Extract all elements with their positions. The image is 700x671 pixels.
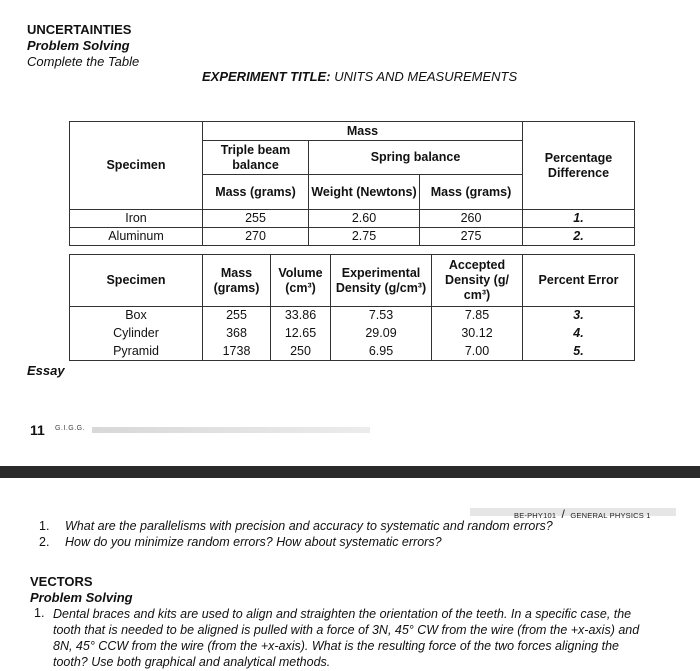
table-row xyxy=(70,307,635,325)
list-item xyxy=(39,518,689,534)
essay-label: Essay xyxy=(27,363,65,378)
specimen-cell: Box xyxy=(70,307,203,325)
vectors-subtitle: Problem Solving xyxy=(30,590,133,605)
question-text: What are the parallelisms with precision and accuracy to systematic and random errors? xyxy=(65,519,553,533)
mass-cell: 368 xyxy=(203,325,271,343)
volume-cell: 33.86 xyxy=(271,307,331,325)
mass-cell: 255 xyxy=(203,307,271,325)
volume-header: Volume (cm³) xyxy=(271,255,331,307)
question-number: 2. xyxy=(39,535,50,549)
table-row xyxy=(70,325,635,343)
table-row xyxy=(70,343,635,361)
spring-mass-cell: 260 xyxy=(420,210,523,228)
slash-divider: / xyxy=(561,507,566,521)
course-code: BE-PHY101 xyxy=(514,511,557,520)
mass-grams-header: Mass (grams) xyxy=(203,175,309,210)
specimen-cell: Iron xyxy=(70,210,203,228)
specimen-header: Specimen xyxy=(70,255,203,307)
mass-cell: 1738 xyxy=(203,343,271,361)
accepted-density-header: Accepted Density (g/ cm³) xyxy=(432,255,523,307)
accepted-density-cell: 30.12 xyxy=(432,325,523,343)
triple-mass-cell: 270 xyxy=(203,228,309,246)
spring-balance-header: Spring balance xyxy=(309,141,523,175)
mass-table xyxy=(69,121,635,246)
spring-mass-cell: 275 xyxy=(420,228,523,246)
table-row xyxy=(70,210,635,228)
essay-questions xyxy=(39,518,689,550)
problem-line: Dental braces and kits are used to align and straighten the orientation of the teeth. In a specific case, the xyxy=(53,607,632,621)
triple-mass-cell: 255 xyxy=(203,210,309,228)
mass-header: Mass xyxy=(203,122,523,141)
accepted-density-cell: 7.85 xyxy=(432,307,523,325)
triple-beam-header: Triple beam balance xyxy=(203,141,309,175)
weight-newtons-header: Weight (Newtons) xyxy=(309,175,420,210)
question-number: 1. xyxy=(39,519,50,533)
answer-cell: 3. xyxy=(523,307,635,325)
experimental-density-cell: 29.09 xyxy=(331,325,432,343)
answer-cell: 4. xyxy=(523,325,635,343)
mass-header: Mass (grams) xyxy=(203,255,271,307)
vectors-title: VECTORS xyxy=(30,574,93,589)
footer-bar xyxy=(92,427,370,433)
density-table xyxy=(69,254,635,361)
volume-cell: 12.65 xyxy=(271,325,331,343)
experiment-name: UNITS AND MEASUREMENTS xyxy=(334,69,518,84)
accepted-density-cell: 7.00 xyxy=(432,343,523,361)
problem-text xyxy=(53,606,698,670)
spring-mass-grams-header: Mass (grams) xyxy=(420,175,523,210)
weight-cell: 2.60 xyxy=(309,210,420,228)
table-row xyxy=(70,228,635,246)
question-text: How do you minimize random errors? How about systematic errors? xyxy=(65,535,442,549)
experiment-title xyxy=(202,69,517,84)
specimen-cell: Aluminum xyxy=(70,228,203,246)
problem-line: 8N, 45° CCW from the wire (from the +x-axis). What is the resulting force of the two forces aligning the xyxy=(53,639,619,653)
answer-cell: 5. xyxy=(523,343,635,361)
problem-line: tooth that is needed to be aligned is pulled with a force of 3N, 45° CW from the wire (from the +x-axis) and xyxy=(53,623,640,637)
percentage-difference-header: Percentage Difference xyxy=(523,122,635,210)
page-separator xyxy=(0,466,700,478)
weight-cell: 2.75 xyxy=(309,228,420,246)
problem-line: tooth? Use both graphical and analytical methods. xyxy=(53,655,331,669)
specimen-cell: Pyramid xyxy=(70,343,203,361)
experiment-label: EXPERIMENT TITLE: xyxy=(202,69,331,84)
list-item xyxy=(39,534,689,550)
course-name: GENERAL PHYSICS 1 xyxy=(570,511,651,520)
percent-error-header: Percent Error xyxy=(523,255,635,307)
experimental-density-cell: 7.53 xyxy=(331,307,432,325)
volume-cell: 250 xyxy=(271,343,331,361)
specimen-cell: Cylinder xyxy=(70,325,203,343)
footer-initials: G.I.G.G. xyxy=(55,425,86,432)
experimental-density-header: Experimental Density (g/cm³) xyxy=(331,255,432,307)
answer-cell: 2. xyxy=(523,228,635,246)
experimental-density-cell: 6.95 xyxy=(331,343,432,361)
problem-number: 1. xyxy=(34,606,45,620)
subsection-title: Problem Solving xyxy=(27,38,130,53)
specimen-header: Specimen xyxy=(70,122,203,210)
answer-cell: 1. xyxy=(523,210,635,228)
section-title: UNCERTAINTIES xyxy=(27,22,132,37)
page-number: 11 xyxy=(30,422,45,438)
instruction-text: Complete the Table xyxy=(27,54,140,69)
